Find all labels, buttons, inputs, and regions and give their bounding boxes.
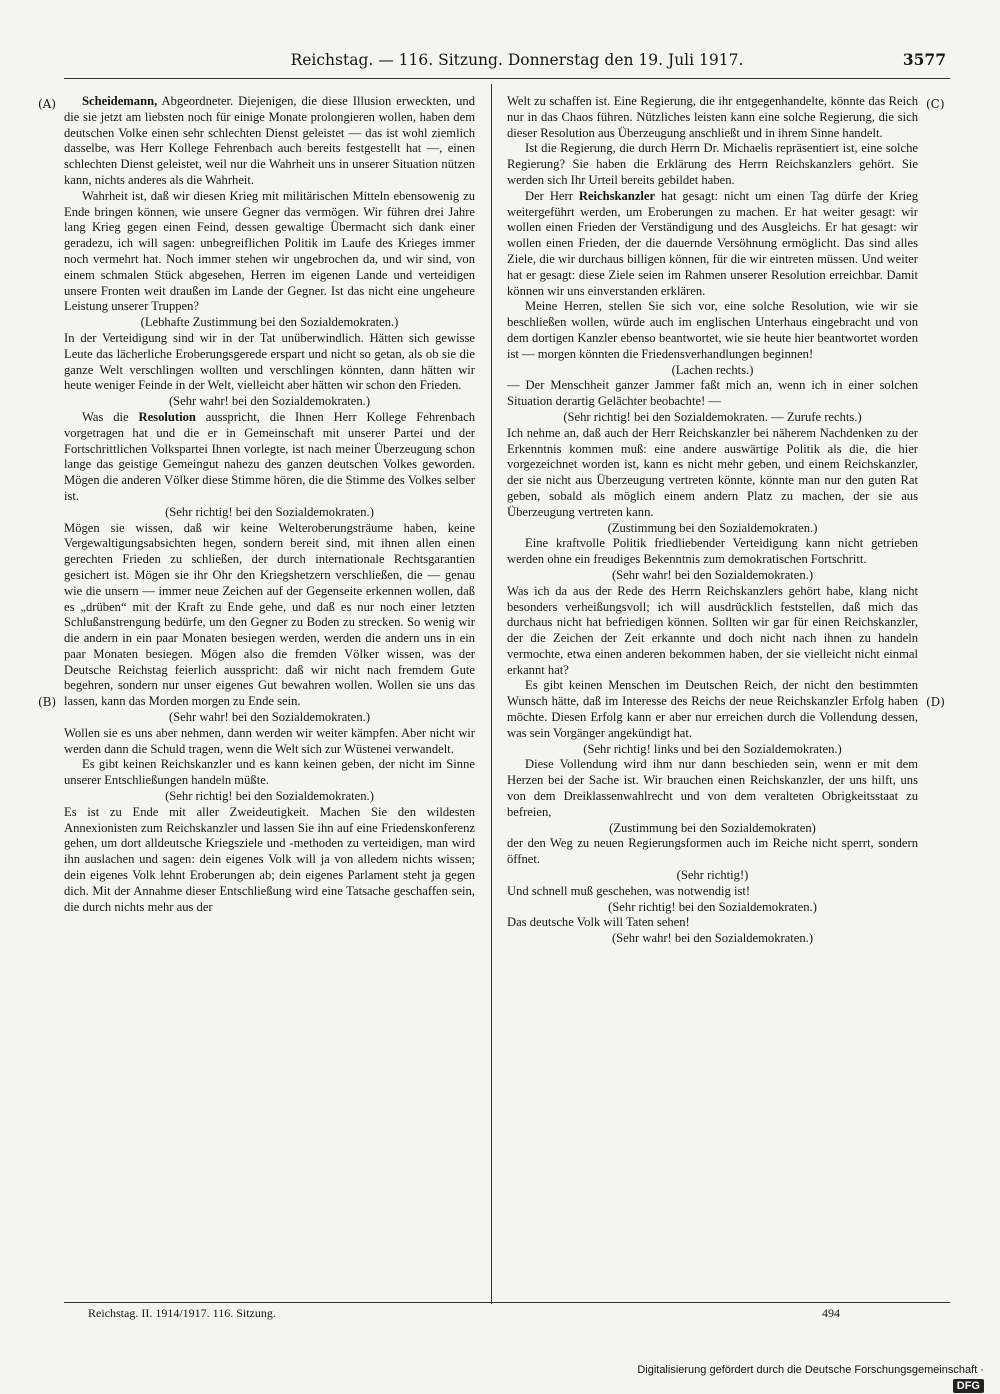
paragraph-text: Ist die Regierung, die durch Herrn Dr. Michaelis repräsentiert ist, eine solche Regierung? Sie haben die Erklärung des Herrn Reichskanzlers gehört. Sie werden sich Ihr Urteil bereits gebildet haben. [507, 141, 918, 187]
paragraph-text: (Zustimmung bei den Sozialdemokraten) [609, 820, 816, 835]
paragraph-text: (Sehr wahr! bei den Sozialdemokraten.) [611, 931, 814, 946]
speech-paragraph [64, 94, 475, 189]
speech-paragraph [507, 189, 918, 300]
paragraph-text: (Sehr richtig! bei den Sozialdemokraten. — Zurufe rechts.) [563, 409, 862, 424]
paragraph-text: (Sehr wahr! bei den Sozialdemokraten.) [611, 567, 814, 582]
text-column-left [64, 94, 475, 915]
reaction-line [64, 789, 475, 805]
paragraph-text: (Sehr richtig! bei den Sozialdemokraten.) [608, 899, 817, 914]
column-divider [491, 84, 492, 1304]
reaction-line [507, 410, 918, 426]
speech-paragraph [507, 426, 918, 521]
speech-paragraph [64, 726, 475, 758]
emphasis-term: Reichskanzler [578, 188, 656, 203]
reaction-line [507, 900, 918, 916]
margin-marker-a: (A) [38, 97, 57, 111]
reaction-line [64, 315, 475, 331]
speech-paragraph [64, 805, 475, 916]
reaction-line [64, 505, 475, 521]
paragraph-text: Ich nehme an, daß auch der Herr Reichskanzler bei näherem Nachdenken zu der Erkenntnis kommen muß: eine andere auswärtige Politik als die, die hier vorgezeichnet worden ist, kann es nicht mehr geben, und einem Reichskanzler, der sie nicht aus Überzeugung vertreten könnte, könnte man nur den guten Rat geben, sobald als möglich einem andern Platz zu machen, der sie aus Überzeugung vertreten kann. [507, 425, 918, 519]
text-column-right [507, 94, 918, 947]
digitization-credit [608, 1362, 984, 1392]
footer-rule [64, 1302, 950, 1303]
header-title: Reichstag. — 116. Sitzung. Donnerstag den 19. Juli 1917. [290, 51, 744, 69]
paragraph-lead: Was die [82, 409, 139, 424]
margin-marker-c: (C) [926, 97, 945, 111]
paragraph-text: Eine kraftvolle Politik friedliebender Verteidigung kann nicht getrieben werden ohne ein freudiges Bekenntnis zum demokratischen Fortschritt. [507, 536, 918, 567]
paragraph-text: Es ist zu Ende mit aller Zweideutigkeit. Machen Sie den wildesten Annexionisten zum Reichskanzler und lassen Sie ihn auf eine Friedenskonferenz gehen, um dort alldeutsche Kriegsziele und -methoden zu verteidigen, man wird ihn auslachen und sagen: dein eigenes Volk will ja von alledem nichts wissen; dein eigenes Volk lehnt Eroberungen ab; dein eigenes Parlament steht ja gegen dich. Mit der Annahme dieser Entschließung wird eine Tatsache geschaffen sein, die durch nichts mehr aus der [64, 804, 475, 914]
paragraph-text: Es gibt keinen Menschen im Deutschen Reich, der nicht den bestimmten Wunsch hätte, daß im Interesse des Reichs der neue Reichskanzler Erfolg haben möchte. Diesen Erfolg kann er aber nur erreichen durch die Vollendung dessen, was sein Vorgänger angekündigt hat. [507, 678, 918, 740]
reaction-line [507, 868, 918, 884]
paragraph-text: Was ich da aus der Rede des Herrn Reichskanzlers gehört habe, klang nicht besonders verheißungsvoll; ich will ausdrücklich feststellen, daß mich das durchaus nicht hat befriedigen können. Sollten wir gar für einen Reichskanzler, der die Zeichen der Zeit erkannte und doch nicht nach ihnen zu handeln vermochte, etwa einen anderen bekommen haben, der sie vielleicht nicht einmal erkannt hat? [507, 583, 918, 677]
page-number: 3577 [902, 50, 946, 69]
speech-paragraph [64, 189, 475, 315]
speech-paragraph [507, 915, 918, 931]
paragraph-text: Wahrheit ist, daß wir diesen Krieg mit militärischen Mitteln ebensowenig zu Ende bringen können, wie unsere Gegner das vermögen. Wir führen drei Jahre lang Krieg gegen einen Feind, dessen gewaltige Übermacht sich dank einer geradezu, ich will sagen: unbegreiflichen Politik im Laufe des Krieges immer noch vermehrt hat. Noch immer stehen wir ungebrochen da, und wir sind, von einem schmalen Stück abgesehen, Herren im eigenen Lande und verteidigen unsere Fronten weit draußen im Lande der Gegner. Ist das nicht eine ungeheure Leistung unserer Truppen? [64, 188, 475, 314]
speech-paragraph [507, 378, 918, 410]
paragraph-text: Mögen sie wissen, daß wir keine Welteroberungsträume haben, keine Vergewaltigungsabsichten hegen, sondern bereit sind, mit ihnen allen einen gerechten Frieden zu schließen, der durch internationale Rechtsgarantien gesichert ist. Mögen sie ihr Ohr den Kriegshetzern verschließen, die — genau wie die unsern — immer neue Zeichen auf der Gegenseite erkennen wollen, daß es „drüben“ mit der Kraft zu Ende gehe, und daß es nur noch einer letzten Schlußanstrengung bedürfe, um den Gegner zu Boden zu strecken. So wenig wir die andern in ein paar Monaten besiegen werden, werden die andern uns in ein paar Monaten besiegen. Mögen also die fremden Völker wissen, was der Deutsche Reichstag feierlich ausspricht: daß wir nicht nach fremdem Gute begehren, sondern nur unser eigenes Gut bewahren wollen. Wollen sie uns das lassen, kann das Morden morgen zu Ende sein. [64, 520, 475, 709]
paragraph-text: Meine Herren, stellen Sie sich vor, eine solche Resolution, wie wir sie beschließen wollen, würde auch im englischen Unterhaus eingebracht und von dem dortigen Kanzler ebenso beantwortet, wie sie heute hier beantwortet worden ist — morgen könnten die Friedensverhandlungen beginnen! [507, 299, 918, 361]
paragraph-text: Welt zu schaffen ist. Eine Regierung, die ihr entgegenhandelte, könnte das Reich nur in das Chaos führen. Nützliches leisten kann eine solche Regierung, die sich dieser Resolution aus Überzeugung anschließt und in ihrem Sinne handelt. [507, 94, 918, 140]
page-header [88, 46, 946, 74]
reaction-line [64, 394, 475, 410]
paragraph-text: Wollen sie es uns aber nehmen, dann werden wir weiter kämpfen. Aber nicht wir werden dann die Schuld tragen, wenn die Welt sich zur Wüstenei verwandelt. [64, 725, 475, 756]
paragraph-text: ausspricht, die Ihnen Herr Kollege Fehrenbach vorgetragen hat und die er in Gemeinschaft mit unserer Partei und der Fortschrittlichen Volkspartei Ihnen vorlegte, ist nach meiner Überzeugung schon lange das geistige Gemeingut nahezu des ganzen deutschen Volkes geworden. Mögen die anderen Völker diese Stimme hören, die die Stimme des Volkes selber ist. [64, 409, 475, 503]
speech-paragraph [507, 299, 918, 362]
paragraph-text: (Sehr richtig! bei den Sozialdemokraten.) [165, 504, 374, 519]
header-rule [64, 78, 950, 79]
speech-paragraph [507, 836, 918, 868]
speech-paragraph [64, 410, 475, 505]
speech-paragraph [64, 757, 475, 789]
paragraph-text: Das deutsche Volk will Taten sehen! [507, 915, 690, 930]
paragraph-text: (Sehr wahr! bei den Sozialdemokraten.) [168, 710, 371, 725]
paragraph-text: Abgeordneter. Diejenigen, die diese Illusion erweckten, und die sie jetzt am liebsten noch für einige Monate prolongieren wollen, haben dem deutschen Volke einen sehr schlechten Dienst geleistet — das ist wohl ziemlich dasselbe, was Herr Kollege Fehrenbach auch bereits festgestellt hat —, einen schlechten Dienst geleistet, weil nur die Wahrheit uns in unserer Situation nützen kann, nichts anderes als die Wahrheit. [64, 94, 475, 187]
paragraph-text: (Lachen rechts.) [671, 362, 754, 377]
paragraph-text: (Sehr richtig! links und bei den Sozialdemokraten.) [583, 741, 842, 756]
speech-paragraph [507, 141, 918, 188]
speech-paragraph [507, 678, 918, 741]
emphasis-term: Resolution [138, 409, 196, 424]
paragraph-text: Es gibt keinen Reichskanzler und es kann keinen geben, der nicht im Sinne unserer Entschließungen handeln müßte. [64, 757, 475, 788]
paragraph-lead: Der Herr [525, 188, 579, 203]
credit-text: Digitalisierung gefördert durch die Deutsche Forschungsgemeinschaft · [637, 1364, 984, 1376]
footer-sheet-number: 494 [822, 1306, 840, 1320]
paragraph-text: (Lebhafte Zustimmung bei den Sozialdemokraten.) [140, 315, 399, 330]
paragraph-text: (Sehr richtig! bei den Sozialdemokraten.) [165, 789, 374, 804]
reaction-line [507, 568, 918, 584]
paragraph-text: hat gesagt: nicht um einen Tag dürfe der Krieg weitergeführt werden, um Eroberungen zu machen. Er hat weiter gesagt: wir wollen einen Frieden der Verständigung und des Ausgleichs. Er hat gesagt: wir wollen einen Frieden, der die dauernde Versöhnung ermöglicht. Das sind alles Ziele, die wir durchaus billigen können, für die wir eintreten müssen. Und weiter hat er gesagt: diese Ziele seien im Rahmen unserer Resolution erreichbar. Damit können wir uns einverstanden erklären. [507, 188, 918, 298]
speech-paragraph [507, 536, 918, 568]
dfg-logo: DFG [953, 1379, 984, 1393]
reaction-line [507, 821, 918, 837]
paragraph-text: Diese Vollendung wird ihm nur dann beschieden sein, wenn er mit dem Herzen bei der Sache ist. Wir brauchen einen Reichskanzler, der uns hilft, uns von dem Dreiklassenwahlrecht und von dem veralteten Obrigkeitsstaat zu befreien, [507, 757, 918, 819]
speech-paragraph [507, 584, 918, 679]
speech-paragraph [64, 521, 475, 711]
paragraph-text: (Zustimmung bei den Sozialdemokraten.) [607, 520, 818, 535]
paragraph-text: (Sehr wahr! bei den Sozialdemokraten.) [168, 394, 371, 409]
speech-paragraph [64, 331, 475, 394]
margin-marker-d: (D) [926, 695, 945, 709]
speech-paragraph [507, 884, 918, 900]
speaker-name: Scheidemann, [82, 94, 158, 108]
paragraph-text: — Der Menschheit ganzer Jammer faßt mich an, wenn ich in einer solchen Situation derartig Gelächter beobachte! — [507, 378, 918, 409]
speech-paragraph [507, 757, 918, 820]
paragraph-text: (Sehr richtig!) [676, 868, 749, 883]
paragraph-text: In der Verteidigung sind wir in der Tat unüberwindlich. Hätten sich gewisse Leute das lächerliche Eroberungsgerede erspart und nicht so getan, als ob sie die ganze Welt verschlingen wollten und verschlingen könnten, dann hätten wir heute weniger Feinde in der Welt, vielleicht aber hätten wir schon den Frieden. [64, 330, 475, 393]
speech-paragraph [507, 94, 918, 141]
reaction-line [507, 521, 918, 537]
paragraph-text: der den Weg zu neuen Regierungsformen auch im Reiche nicht sperrt, sondern öffnet. [507, 836, 918, 867]
reaction-line [64, 710, 475, 726]
reaction-line [507, 363, 918, 379]
reaction-line [507, 742, 918, 758]
margin-marker-b: (B) [38, 695, 57, 709]
footer-publication: Reichstag. II. 1914/1917. 116. Sitzung. [88, 1306, 276, 1320]
paragraph-text: Und schnell muß geschehen, was notwendig ist! [507, 883, 751, 898]
reaction-line [507, 931, 918, 947]
